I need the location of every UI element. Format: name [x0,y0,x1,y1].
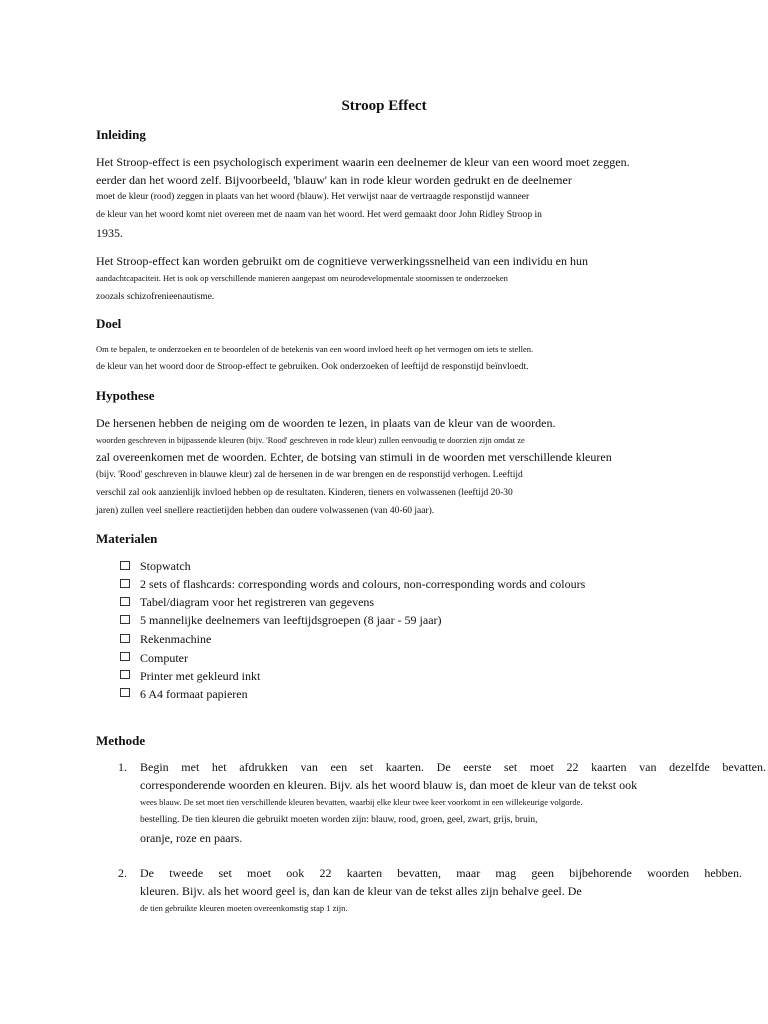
doel-line: de kleur van het woord door de Stroop-effect te gebruiken. Ook onderzoeken of leeftijd de responstijd beïnvloedt. [96,362,529,372]
checkbox-icon [120,561,130,570]
intro-line: aandachtcapaciteit. Het is ook op verschillende manieren aangepast om neurodevelopmentale stoornissen te onderzoeken [96,273,508,283]
step-line: Begin met het afdrukken van een set kaarten. De eerste set moet 22 kaarten van dezelfde bevatten. [140,760,766,774]
step-line: oranje, roze en paars. [140,831,243,845]
document-title: Stroop Effect [341,98,427,114]
hypothese-line: (bijv. 'Rood' geschreven in blauwe kleur) zal de hersenen in de war brengen en de responstijd verhogen. Leeftijd [96,470,523,480]
material-item: 5 mannelijke deelnemers van leeftijdsgroepen (8 jaar - 59 jaar) [140,613,442,627]
material-item: Stopwatch [140,559,191,573]
heading-inleiding: Inleiding [96,127,146,142]
intro-line: eerder dan het woord zelf. Bijvoorbeeld, 'blauw' kan in rode kleur worden gedrukt en de deelnemer [96,173,572,187]
material-item: 2 sets of flashcards: corresponding words and colours, non-corresponding words and colours [140,577,586,591]
material-item: 6 A4 formaat papieren [140,687,248,701]
heading-methode: Methode [96,733,146,748]
doel-line: Om te bepalen, te onderzoeken en te beoordelen of de betekenis van een woord invloed heeft op het vermogen om iets te stellen. [96,344,534,354]
step-line: de tien gebruikte kleuren moeten overeenkomstig stap 1 zijn. [140,903,348,913]
hypothese-line: jaren) zullen veel snellere reactietijden hebben dan oudere volwassenen (van 40-60 jaar). [96,506,435,516]
intro-line: 1935. [96,226,123,240]
heading-hypothese: Hypothese [96,388,155,403]
checkbox-icon [120,597,130,606]
checkbox-icon [120,688,130,697]
intro-line: Het Stroop-effect kan worden gebruikt om de cognitieve verwerkingssnelheid van een individu en hun [96,254,588,268]
checkbox-icon [120,634,130,643]
heading-materialen: Materialen [96,531,158,546]
checkbox-icon [120,579,130,588]
step-line: wees blauw. De set moet tien verschillende kleuren bevatten, waarbij elke kleur twee keer voorkomt in een willekeurige volgorde. [140,797,583,807]
checkbox-icon [120,652,130,661]
hypothese-line: De hersenen hebben de neiging om de woorden te lezen, in plaats van de kleur van de woorden. [96,416,556,430]
intro-line: de kleur van het woord komt niet overeen met de naam van het woord. Het werd gemaakt door John Ridley Stroop in [96,210,542,220]
material-item: Tabel/diagram voor het registreren van gegevens [140,595,375,609]
intro-line: zoozals schizofrenieenautisme. [96,292,215,302]
hypothese-line: verschil zal ook aanzienlijk invloed hebben op de resultaten. Kinderen, tieners en volwassenen (leeftijd 20-30 [96,488,513,498]
step-line: corresponderende woorden en kleuren. Bijv. als het woord blauw is, dan moet de kleur van de tekst ook [140,778,638,792]
heading-doel: Doel [96,316,122,331]
material-item: Computer [140,651,188,665]
material-item: Printer met gekleurd inkt [140,669,261,683]
step-line: bestelling. De tien kleuren die gebruikt moeten worden zijn: blauw, rood, groen, geel, zwart, grijs, bruin, [140,815,538,825]
hypothese-line: zal overeenkomen met de woorden. Echter, de botsing van stimuli in de woorden met verschillende kleuren [96,450,612,464]
checkbox-icon [120,615,130,624]
intro-line: moet de kleur (rood) zeggen in plaats van het woord (blauw). Het verwijst naar de vertraagde responstijd wanneer [96,192,530,202]
intro-line: Het Stroop-effect is een psychologisch experiment waarin een deelnemer de kleur van een woord moet zeggen. [96,155,630,169]
step-number: 2. [118,866,127,880]
step-line: De tweede set moet ook 22 kaarten bevatten, maar mag geen bijbehorende woorden hebben. [140,866,742,880]
material-item: Rekenmachine [140,632,212,646]
checkbox-icon [120,670,130,679]
step-number: 1. [118,760,127,774]
hypothese-line: woorden geschreven in bijpassende kleuren (bijv. 'Rood' geschreven in rode kleur) zullen eenvoudig te doorzien zijn omdat ze [96,435,525,445]
step-line: kleuren. Bijv. als het woord geel is, dan kan de kleur van de tekst alles zijn behalve geel. De [140,884,582,898]
